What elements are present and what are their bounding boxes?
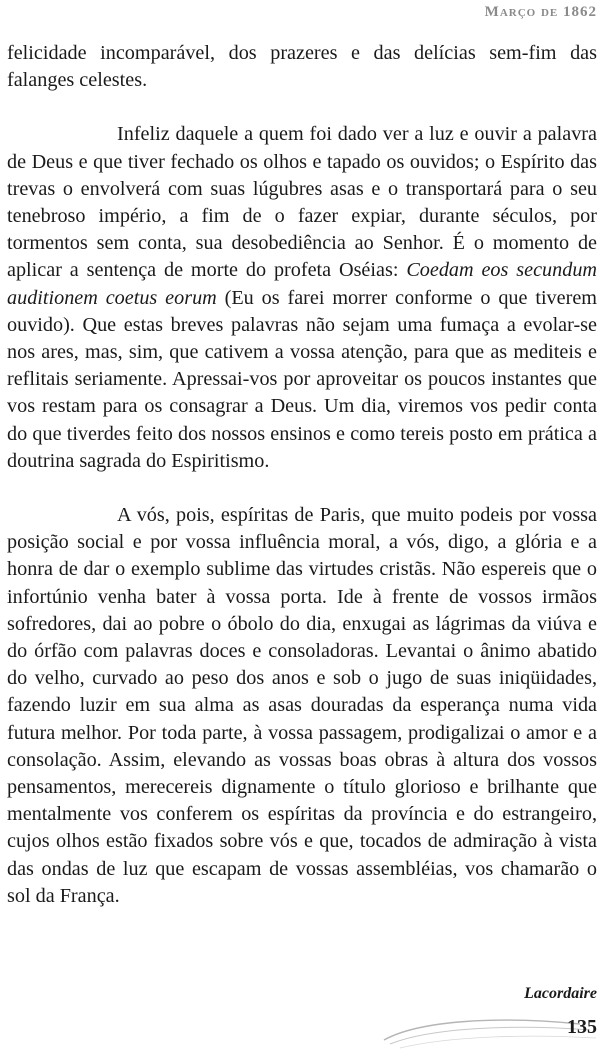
- latin-quote: Coedam eos secundum auditionem coetus eorum: [7, 259, 597, 309]
- paragraph-text: Infeliz daquele a quem foi dado ver a luz e ouvir a palavra de Deus e que tiver fechado os olhos e tapado os ouvidos; o Espírito das trevas o envolverá com suas lúgubres asas e o transportará para o seu tenebroso império, a fim de o fazer expiar, durante séculos, por tormentos sem conta, sua desobediência ao Senhor. É o momento de aplicar a sentença de morte do profeta Oséias:: [7, 123, 597, 282]
- running-header: Março de 1862: [484, 4, 597, 20]
- paragraph-text: (Eu os farei morrer conforme o que tiverem ouvido). Que estas breves palavras não sejam uma fumaça a evolar-se nos ares, mas, sim, que cativem a vossa atenção, para que as mediteis e reflitais seriamente. Apressai-vos por aproveitar os poucos instantes que vos restam para os consagrar a Deus. Um dia, viremos vos pedir conta do que tiverdes feito dos nossos ensinos e como tereis posto em prática a doutrina sagrada do Espiritismo.: [7, 286, 597, 472]
- paragraph-continuation: felicidade incomparável, dos prazeres e das delícias sem-fim das falanges celestes.: [7, 42, 597, 92]
- body-text: [7, 40, 597, 937]
- paragraph-infeliz: [7, 121, 597, 475]
- author-signature: Lacordaire: [524, 985, 597, 1002]
- page-number: 135: [567, 1016, 597, 1038]
- paragraph-espiritas-de-paris: A vós, pois, espíritas de Paris, que muito podeis por vossa posição social e por vossa influência moral, a vós, digo, a glória e a honra de dar o exemplo sublime das virtudes cristãs. Não espereis que o infortúnio venha bater à vossa porta. Ide à frente de vossos irmãos sofredores, dai ao pobre o óbolo do dia, enxugai as lágrimas da viúva e do órfão com palavras doces e consoladoras. Levantai o ânimo abatido do velho, curvado ao peso dos anos e sob o jugo de suas iniqüidades, fazendo luzir em sua alma as asas douradas da esperança numa vida futura melhor. Por toda parte, à vossa passagem, prodigalizai o amor e a consolação. Assim, elevando as vossas boas obras à altura dos vossos pensamentos, merecereis dignamente o título glorioso e brilhante que mentalmente vos conferem os espíritas da província e do estrangeiro, cujos olhos estão fixados sobre vós e que, tocados de admiração à vista das ondas de luz que escapam de vossas assembléias, vos chamarão o sol da França.: [7, 504, 597, 907]
